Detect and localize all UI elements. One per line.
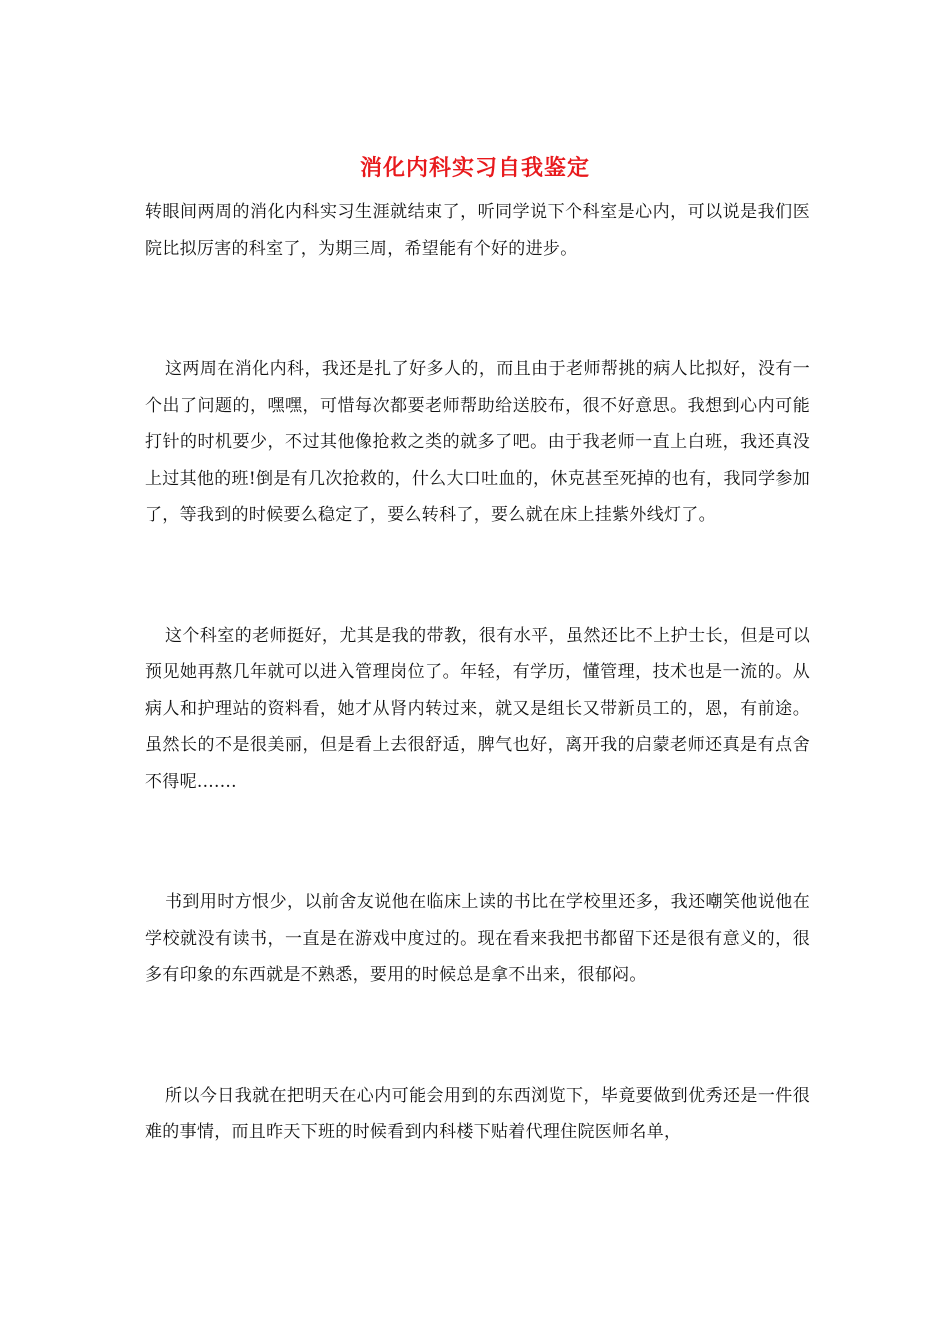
paragraph-2: 这两周在消化内科，我还是扎了好多人的，而且由于老师帮挑的病人比拟好，没有一个出了问题的，嘿嘿，可惜每次都要老师帮助给送胶布，很不好意思。我想到心内可能打针的时机要少，不过其他像抢救之类的就多了吧。由于我老师一直上白班，我还真没上过其他的班!倒是有几次抢救的，什么大口吐血的，休克甚至死掉的也有，我同学参加了，等我到的时候要么稳定了，要么转科了，要么就在床上挂紫外线灯了。 xyxy=(145,359,810,525)
document-title: 消化内科实习自我鉴定 xyxy=(359,155,590,181)
paragraph-5: 所以今日我就在把明天在心内可能会用到的东西浏览下，毕竟要做到优秀还是一件很难的事情，而且昨天下班的时候看到内科楼下贴着代理住院医师名单， xyxy=(145,1085,810,1142)
paragraph-1: 转眼间两周的消化内科实习生涯就结束了，听同学说下个科室是心内，可以说是我们医院比拟厉害的科室了，为期三周，希望能有个好的进步。 xyxy=(145,202,810,259)
paragraph-3: 这个科室的老师挺好，尤其是我的带教，很有水平，虽然还比不上护士长，但是可以预见她再熬几年就可以进入管理岗位了。年轻，有学历，懂管理，技术也是一流的。从病人和护理站的资料看，她才从肾内转过来，就又是组长又带新员工的，恩，有前途。虽然长的不是很美丽，但是看上去很舒适，脾气也好，离开我的启蒙老师还真是有点舍不得呢....... xyxy=(145,625,810,792)
paragraph-4: 书到用时方恨少，以前舍友说他在临床上读的书比在学校里还多，我还嘲笑他说他在学校就没有读书，一直是在游戏中度过的。现在看来我把书都留下还是很有意义的，很多有印象的东西就是不熟悉，要用的时候总是拿不出来，很郁闷。 xyxy=(145,892,810,985)
document-body xyxy=(145,194,810,1235)
